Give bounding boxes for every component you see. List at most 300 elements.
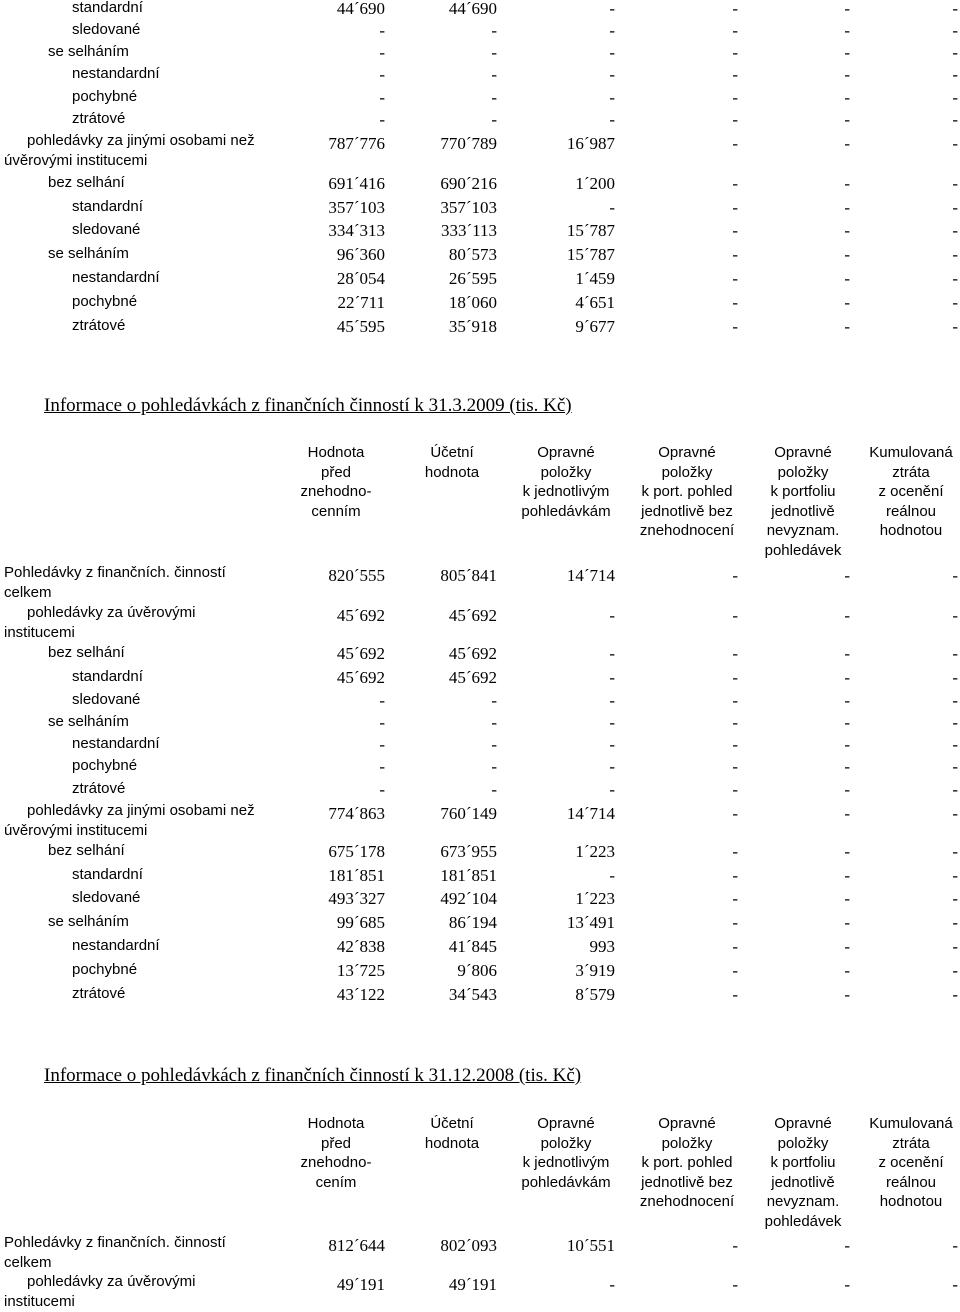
cell-value: - <box>844 866 850 885</box>
row-label: bez selhání <box>48 644 125 661</box>
cell-value: 14´714 <box>566 804 615 823</box>
column-header-line: položky <box>540 1134 592 1152</box>
column-header <box>743 1114 863 1231</box>
cell-value: - <box>844 566 850 585</box>
column-header-line: pohledávkám <box>521 502 611 520</box>
column-header-line: pohledávek <box>764 541 842 559</box>
row-label: Pohledávky z finančních. činností <box>4 564 226 581</box>
cell-value: 1´223 <box>575 842 615 861</box>
row-label: pohledávky za úvěrovými <box>27 604 196 621</box>
cell-value: 45´692 <box>336 606 385 625</box>
cell-value: - <box>844 245 850 264</box>
cell-value: 43´122 <box>336 985 385 1004</box>
cell-value: - <box>952 644 958 663</box>
cell-value: - <box>844 985 850 1004</box>
cell-value: - <box>732 174 738 193</box>
cell-value: - <box>732 691 738 710</box>
cell-value: - <box>844 913 850 932</box>
row-label: se selháním <box>48 245 129 262</box>
cell-value: 181´851 <box>328 866 385 885</box>
column-header <box>506 1114 626 1192</box>
row-label: celkem <box>4 1254 52 1271</box>
cell-value: - <box>844 293 850 312</box>
cell-value: - <box>732 317 738 336</box>
cell-value: 760´149 <box>440 804 497 823</box>
cell-value: - <box>952 21 958 40</box>
cell-value: - <box>844 88 850 107</box>
cell-value: - <box>952 174 958 193</box>
cell-value: - <box>952 913 958 932</box>
cell-value: - <box>732 937 738 956</box>
column-header-line: ztráta <box>892 1134 930 1152</box>
cell-value: - <box>491 691 497 710</box>
cell-value: - <box>952 566 958 585</box>
column-header-line: před <box>320 463 352 481</box>
column-header-line: Opravné <box>658 444 716 461</box>
cell-value: 181´851 <box>440 866 497 885</box>
row-label: nestandardní <box>72 735 160 752</box>
cell-value: - <box>952 43 958 62</box>
cell-value: 45´595 <box>336 317 385 336</box>
cell-value: - <box>952 937 958 956</box>
cell-value: - <box>952 198 958 217</box>
column-header <box>276 1114 396 1192</box>
cell-value: 1´459 <box>575 269 615 288</box>
cell-value: 357´103 <box>440 198 497 217</box>
row-label: ztrátové <box>72 110 126 127</box>
cell-value: 993 <box>589 937 615 956</box>
cell-value: 10´551 <box>566 1236 615 1255</box>
cell-value: - <box>844 65 850 84</box>
row-label: sledované <box>72 691 141 708</box>
column-header <box>627 1114 747 1212</box>
row-label: sledované <box>72 21 141 38</box>
column-header-line: k portfoliu <box>770 1154 836 1171</box>
cell-value: - <box>379 713 385 732</box>
row-label: standardní <box>72 198 143 215</box>
cell-value: - <box>732 889 738 908</box>
cell-value: 35´918 <box>448 317 497 336</box>
cell-value: 690´216 <box>440 174 497 193</box>
cell-value: - <box>732 757 738 776</box>
cell-value: 45´692 <box>448 644 497 663</box>
cell-value: - <box>732 735 738 754</box>
cell-value: - <box>609 1275 615 1294</box>
cell-value: - <box>491 110 497 129</box>
cell-value: - <box>952 985 958 1004</box>
cell-value: - <box>732 842 738 861</box>
row-label: pohledávky za úvěrovými <box>27 1273 196 1290</box>
cell-value: 16´987 <box>566 134 615 153</box>
cell-value: - <box>732 221 738 240</box>
cell-value: - <box>732 110 738 129</box>
cell-value: - <box>844 198 850 217</box>
cell-value: - <box>844 43 850 62</box>
cell-value: - <box>491 735 497 754</box>
cell-value: - <box>844 691 850 710</box>
cell-value: - <box>952 0 958 18</box>
cell-value: - <box>732 913 738 932</box>
cell-value: - <box>844 780 850 799</box>
cell-value: 787´776 <box>328 134 385 153</box>
cell-value: - <box>732 293 738 312</box>
cell-value: - <box>379 43 385 62</box>
cell-value: - <box>844 889 850 908</box>
column-header-line: položky <box>661 463 713 481</box>
row-label: institucemi <box>4 1293 75 1310</box>
cell-value: 44´690 <box>336 0 385 18</box>
cell-value: - <box>952 293 958 312</box>
cell-value: - <box>952 961 958 980</box>
row-label: pohledávky za jinými osobami než <box>27 802 255 819</box>
cell-value: - <box>844 804 850 823</box>
cell-value: - <box>609 644 615 663</box>
cell-value: - <box>732 1275 738 1294</box>
cell-value: - <box>732 644 738 663</box>
cell-value: - <box>732 269 738 288</box>
column-header-line: Opravné <box>774 1115 832 1132</box>
column-header-line: hodnota <box>424 1134 480 1152</box>
cell-value: 99´685 <box>336 913 385 932</box>
cell-value: 45´692 <box>448 668 497 687</box>
column-header-line: jednotlivě bez <box>641 502 733 520</box>
column-header-line: Účetní <box>430 444 474 461</box>
cell-value: 49´191 <box>336 1275 385 1294</box>
cell-value: - <box>844 0 850 18</box>
cell-value: 1´223 <box>575 889 615 908</box>
cell-value: - <box>609 713 615 732</box>
cell-value: - <box>491 713 497 732</box>
cell-value: - <box>952 269 958 288</box>
cell-value: - <box>609 65 615 84</box>
column-header <box>851 1114 960 1212</box>
row-label: standardní <box>72 866 143 883</box>
cell-value: - <box>379 691 385 710</box>
row-label: pochybné <box>72 757 138 774</box>
column-header-line: pohledávkám <box>521 1173 611 1191</box>
row-label: nestandardní <box>72 937 160 954</box>
cell-value: - <box>609 866 615 885</box>
column-header-line: cenním <box>311 502 361 520</box>
row-label: ztrátové <box>72 317 126 334</box>
row-label: pochybné <box>72 293 138 310</box>
row-label: sledované <box>72 221 141 238</box>
column-header-line: hodnotou <box>879 522 943 539</box>
column-header-line: nevyznam. <box>766 1193 840 1210</box>
cell-value: - <box>844 961 850 980</box>
cell-value: - <box>379 110 385 129</box>
cell-value: - <box>952 804 958 823</box>
cell-value: - <box>952 691 958 710</box>
column-header-line: k portfoliu <box>770 483 836 500</box>
cell-value: 13´491 <box>566 913 615 932</box>
cell-value: 22´711 <box>337 293 385 312</box>
row-label: pohledávky za jinými osobami než <box>27 132 255 149</box>
column-header-line: k jednotlivým <box>522 483 610 500</box>
column-header-line: Opravné <box>774 444 832 461</box>
cell-value: - <box>732 43 738 62</box>
cell-value: - <box>952 134 958 153</box>
cell-value: 28´054 <box>336 269 385 288</box>
cell-value: 673´955 <box>440 842 497 861</box>
cell-value: 80´573 <box>448 245 497 264</box>
column-header-line: reálnou <box>885 1173 937 1191</box>
cell-value: - <box>379 735 385 754</box>
column-header-line: hodnota <box>424 463 480 481</box>
cell-value: - <box>609 88 615 107</box>
cell-value: 1´200 <box>575 174 615 193</box>
cell-value: 96´360 <box>336 245 385 264</box>
cell-value: 333´113 <box>440 221 497 240</box>
cell-value: 802´093 <box>440 1236 497 1255</box>
cell-value: 820´555 <box>328 566 385 585</box>
cell-value: 812´644 <box>328 1236 385 1255</box>
cell-value: 691´416 <box>328 174 385 193</box>
cell-value: - <box>844 937 850 956</box>
row-label: pochybné <box>72 961 138 978</box>
cell-value: - <box>609 0 615 18</box>
cell-value: - <box>952 606 958 625</box>
column-header-line: Opravné <box>537 1115 595 1132</box>
cell-value: 15´787 <box>566 245 615 264</box>
row-label: nestandardní <box>72 269 160 286</box>
row-label: se selháním <box>48 713 129 730</box>
column-header-line: Účetní <box>430 1115 474 1132</box>
cell-value: - <box>732 780 738 799</box>
column-header-line: Opravné <box>537 444 595 461</box>
cell-value: 334´313 <box>328 221 385 240</box>
column-header-line: Opravné <box>658 1115 716 1132</box>
column-header <box>627 443 747 541</box>
cell-value: 492´104 <box>440 889 497 908</box>
column-header-line: položky <box>777 1134 829 1152</box>
cell-value: 15´787 <box>566 221 615 240</box>
cell-value: - <box>732 668 738 687</box>
row-label: se selháním <box>48 43 129 60</box>
cell-value: - <box>732 88 738 107</box>
row-label: nestandardní <box>72 65 160 82</box>
row-label: pochybné <box>72 88 138 105</box>
column-header-line: položky <box>540 463 592 481</box>
column-header-line: k jednotlivým <box>522 1154 610 1171</box>
cell-value: - <box>952 245 958 264</box>
column-header-line: položky <box>777 463 829 481</box>
column-header-line: z ocenění <box>878 483 944 500</box>
cell-value: - <box>732 566 738 585</box>
cell-value: 493´327 <box>328 889 385 908</box>
cell-value: - <box>609 198 615 217</box>
cell-value: 13´725 <box>336 961 385 980</box>
cell-value: - <box>491 88 497 107</box>
cell-value: 9´677 <box>575 317 615 336</box>
row-label: bez selhání <box>48 842 125 859</box>
cell-value: - <box>732 713 738 732</box>
cell-value: 49´191 <box>448 1275 497 1294</box>
cell-value: 805´841 <box>440 566 497 585</box>
cell-value: - <box>844 668 850 687</box>
section-title-2008: Informace o pohledávkách z finančních činností k 31.12.2008 (tis. Kč) <box>44 1065 582 1086</box>
cell-value: - <box>732 606 738 625</box>
cell-value: - <box>952 866 958 885</box>
cell-value: - <box>379 757 385 776</box>
column-header-line: cením <box>315 1173 357 1191</box>
cell-value: - <box>952 317 958 336</box>
cell-value: - <box>844 21 850 40</box>
row-label: ztrátové <box>72 985 126 1002</box>
cell-value: - <box>732 985 738 1004</box>
section-title-2009: Informace o pohledávkách z finančních činností k 31.3.2009 (tis. Kč) <box>44 395 572 416</box>
cell-value: - <box>952 735 958 754</box>
cell-value: - <box>844 134 850 153</box>
cell-value: 45´692 <box>336 668 385 687</box>
cell-value: - <box>609 780 615 799</box>
cell-value: 26´595 <box>448 269 497 288</box>
column-header-line: znehodnocení <box>639 1193 735 1210</box>
column-header-line: z ocenění <box>878 1154 944 1171</box>
cell-value: - <box>732 21 738 40</box>
column-header-line: k port. pohled <box>641 483 733 500</box>
cell-value: - <box>952 757 958 776</box>
cell-value: - <box>379 780 385 799</box>
row-label: celkem <box>4 584 52 601</box>
cell-value: - <box>844 317 850 336</box>
row-label: Pohledávky z finančních. činností <box>4 1234 226 1251</box>
cell-value: - <box>609 735 615 754</box>
column-header <box>851 443 960 541</box>
cell-value: - <box>952 88 958 107</box>
cell-value: - <box>844 1236 850 1255</box>
column-header-line: jednotlivě <box>771 1173 835 1191</box>
column-header <box>392 443 512 482</box>
cell-value: - <box>491 757 497 776</box>
column-header-line: hodnotou <box>879 1193 943 1210</box>
cell-value: - <box>732 134 738 153</box>
column-header <box>276 443 396 521</box>
cell-value: 42´838 <box>336 937 385 956</box>
cell-value: - <box>491 43 497 62</box>
cell-value: 14´714 <box>566 566 615 585</box>
row-label: institucemi <box>4 624 75 641</box>
row-label: se selháním <box>48 913 129 930</box>
cell-value: 8´579 <box>575 985 615 1004</box>
cell-value: - <box>844 606 850 625</box>
cell-value: - <box>952 713 958 732</box>
cell-value: 774´863 <box>328 804 385 823</box>
cell-value: - <box>952 65 958 84</box>
cell-value: - <box>952 1236 958 1255</box>
cell-value: - <box>952 110 958 129</box>
cell-value: - <box>732 0 738 18</box>
cell-value: - <box>732 866 738 885</box>
cell-value: 44´690 <box>448 0 497 18</box>
cell-value: - <box>379 65 385 84</box>
cell-value: - <box>609 757 615 776</box>
cell-value: 4´651 <box>575 293 615 312</box>
cell-value: - <box>844 757 850 776</box>
cell-value: - <box>732 1236 738 1255</box>
cell-value: - <box>844 174 850 193</box>
row-label: úvěrovými institucemi <box>4 822 148 839</box>
cell-value: - <box>844 644 850 663</box>
cell-value: - <box>844 842 850 861</box>
row-label: bez selhání <box>48 174 125 191</box>
cell-value: 45´692 <box>448 606 497 625</box>
column-header-line: k port. pohled <box>641 1154 733 1171</box>
column-header-line: ztráta <box>892 463 930 481</box>
cell-value: - <box>952 889 958 908</box>
cell-value: - <box>844 713 850 732</box>
cell-value: - <box>732 961 738 980</box>
row-label: ztrátové <box>72 780 126 797</box>
cell-value: - <box>609 21 615 40</box>
cell-value: - <box>952 1275 958 1294</box>
cell-value: - <box>609 43 615 62</box>
column-header-line: Hodnota <box>307 444 365 461</box>
column-header-line: Kumulovaná <box>869 1115 953 1132</box>
cell-value: - <box>844 110 850 129</box>
column-header-line: jednotlivě <box>771 502 835 520</box>
cell-value: - <box>491 21 497 40</box>
cell-value: - <box>844 269 850 288</box>
column-header-line: před <box>320 1134 352 1152</box>
column-header-line: položky <box>661 1134 713 1152</box>
cell-value: - <box>379 88 385 107</box>
cell-value: - <box>609 691 615 710</box>
cell-value: - <box>732 198 738 217</box>
column-header <box>392 1114 512 1153</box>
cell-value: - <box>844 735 850 754</box>
cell-value: - <box>732 245 738 264</box>
cell-value: - <box>491 780 497 799</box>
column-header-line: pohledávek <box>764 1212 842 1230</box>
row-label: sledované <box>72 889 141 906</box>
cell-value: 45´692 <box>336 644 385 663</box>
column-header-line: Hodnota <box>307 1115 365 1132</box>
cell-value: - <box>844 221 850 240</box>
column-header-line: reálnou <box>885 502 937 520</box>
cell-value: 41´845 <box>448 937 497 956</box>
cell-value: 675´178 <box>328 842 385 861</box>
cell-value: 18´060 <box>448 293 497 312</box>
row-label: standardní <box>72 668 143 685</box>
cell-value: - <box>609 668 615 687</box>
column-header <box>506 443 626 521</box>
cell-value: 770´789 <box>440 134 497 153</box>
column-header-line: jednotlivě bez <box>641 1173 733 1191</box>
column-header-line: znehodno- <box>300 1154 372 1171</box>
cell-value: - <box>952 668 958 687</box>
row-label: úvěrovými institucemi <box>4 152 148 169</box>
column-header <box>743 443 863 560</box>
cell-value: - <box>732 65 738 84</box>
column-header-line: znehodno- <box>300 483 372 500</box>
cell-value: - <box>952 221 958 240</box>
cell-value: - <box>952 842 958 861</box>
cell-value: - <box>732 804 738 823</box>
column-header-line: Kumulovaná <box>869 444 953 461</box>
cell-value: - <box>609 110 615 129</box>
cell-value: - <box>609 606 615 625</box>
cell-value: - <box>844 1275 850 1294</box>
cell-value: 9´806 <box>457 961 497 980</box>
cell-value: - <box>952 780 958 799</box>
row-label: standardní <box>72 0 143 16</box>
column-header-line: znehodnocení <box>639 522 735 539</box>
cell-value: 86´194 <box>448 913 497 932</box>
column-header-line: nevyznam. <box>766 522 840 539</box>
cell-value: 34´543 <box>448 985 497 1004</box>
cell-value: - <box>379 21 385 40</box>
